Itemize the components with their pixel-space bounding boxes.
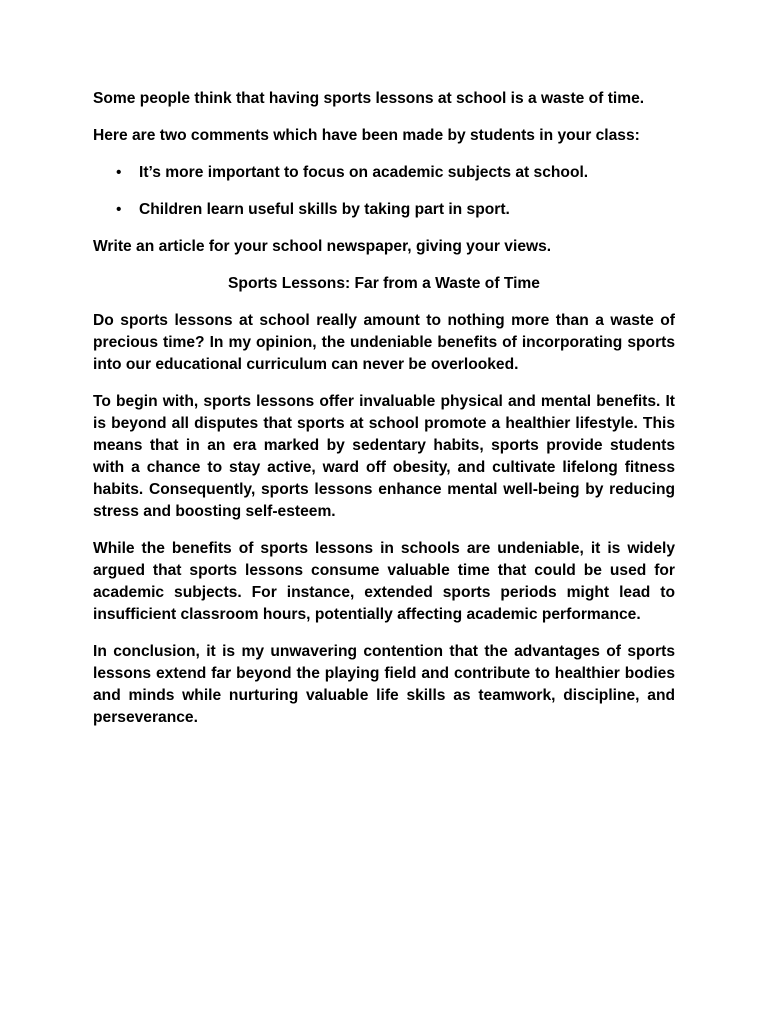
article-paragraph: While the benefits of sports lessons in schools are undeniable, it is widely argued that sports lessons consume valuable time that could be used for academic subjects. For instance, extended sports periods might lead to insufficient classroom hours, potentially affecting academic performance.	[93, 540, 675, 623]
bullet-icon: •	[116, 164, 122, 181]
comment-text: Children learn useful skills by taking part in sport.	[139, 201, 510, 218]
list-item	[93, 162, 675, 184]
list-item	[93, 199, 675, 221]
document-page	[93, 88, 675, 744]
bullet-icon: •	[116, 201, 122, 218]
prompt-statement: Some people think that having sports lessons at school is a waste of time.	[93, 90, 645, 107]
prompt-task: Write an article for your school newspaper, giving your views.	[93, 238, 552, 255]
article-paragraph: Do sports lessons at school really amount to nothing more than a waste of precious time? In my opinion, the undeniable benefits of incorporating sports into our educational curriculum can never be overlooked.	[93, 312, 675, 373]
article-paragraph: In conclusion, it is my unwavering contention that the advantages of sports lessons extend far beyond the playing field and contribute to healthier bodies and minds while nurturing valuable life skills as teamwork, discipline, and perseverance.	[93, 643, 675, 726]
comments-list	[93, 162, 675, 221]
prompt-comments-intro: Here are two comments which have been made by students in your class:	[93, 127, 640, 144]
article-paragraph: To begin with, sports lessons offer invaluable physical and mental benefits. It is beyond all disputes that sports at school promote a healthier lifestyle. This means that in an era marked by sedentary habits, sports provide students with a chance to stay active, ward off obesity, and cultivate lifelong fitness habits. Consequently, sports lessons enhance mental well-being by reducing stress and boosting self-esteem.	[93, 393, 675, 520]
comment-text: It’s more important to focus on academic subjects at school.	[139, 164, 589, 181]
article-title: Sports Lessons: Far from a Waste of Time	[228, 275, 540, 292]
